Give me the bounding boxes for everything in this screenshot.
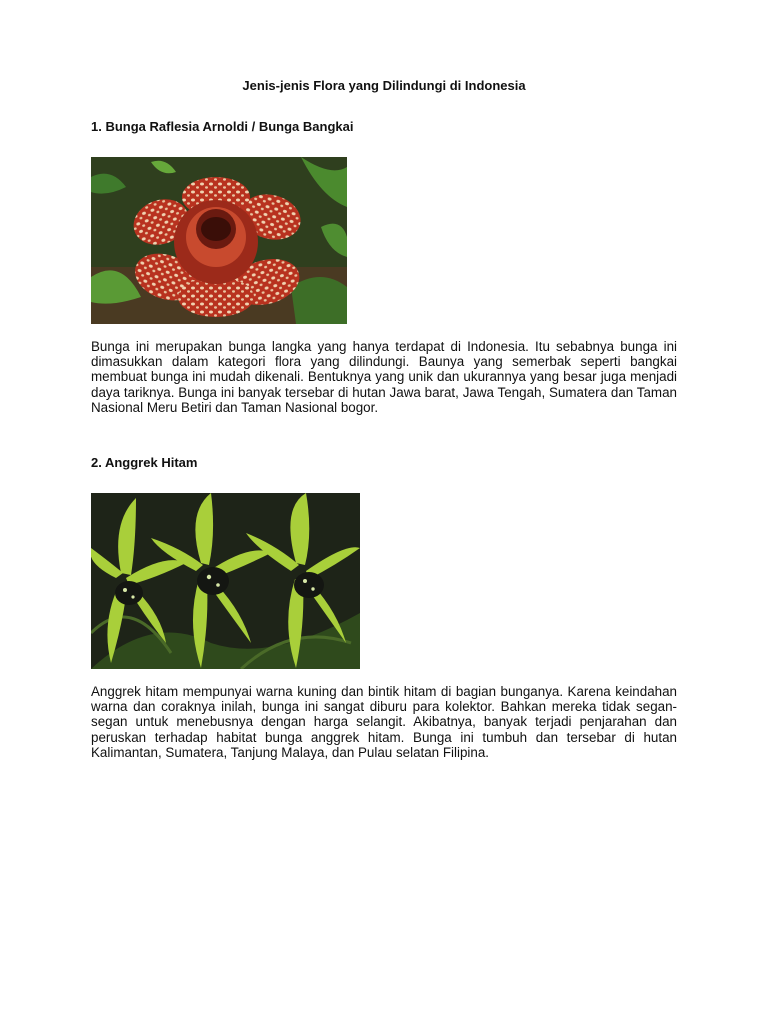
section-heading-anggrek-hitam: 2. Anggrek Hitam: [91, 455, 198, 470]
rafflesia-photo: [91, 157, 347, 324]
section-heading-rafflesia: 1. Bunga Raflesia Arnoldi / Bunga Bangkai: [91, 119, 354, 134]
anggrek-hitam-photo: [91, 493, 360, 669]
section-body-rafflesia: Bunga ini merupakan bunga langka yang hanya terdapat di Indonesia. Itu sebabnya bunga ini dimasukkan dalam kategori flora yang dilindungi. Baunya yang semerbak seperti bangkai membuat bunga ini mudah dikenali. Bentuknya yang unik dan ukurannya yang besar juga menjadi daya tariknya. Bunga ini banyak tersebar di hutan Jawa barat, Jawa Tengah, Sumatera dan Taman Nasional Meru Betiri dan Taman Nasional bogor.: [91, 339, 677, 415]
section-body-anggrek-hitam: Anggrek hitam mempunyai warna kuning dan bintik hitam di bagian bunganya. Karena keindahan warna dan coraknya inilah, bunga ini sangat diburu para kolektor. Bahkan mereka tidak segan-segan untuk menebusnya dengan harga selangit. Akibatnya, banyak terjadi penjarahan dan peruskan terhadap habitat bunga anggrek hitam. Bunga ini tumbuh dan tersebar di hutan Kalimantan, Sumatera, Tanjung Malaya, dan Pulau selatan Filipina.: [91, 684, 677, 760]
document-title: Jenis-jenis Flora yang Dilindungi di Indonesia: [242, 78, 526, 93]
